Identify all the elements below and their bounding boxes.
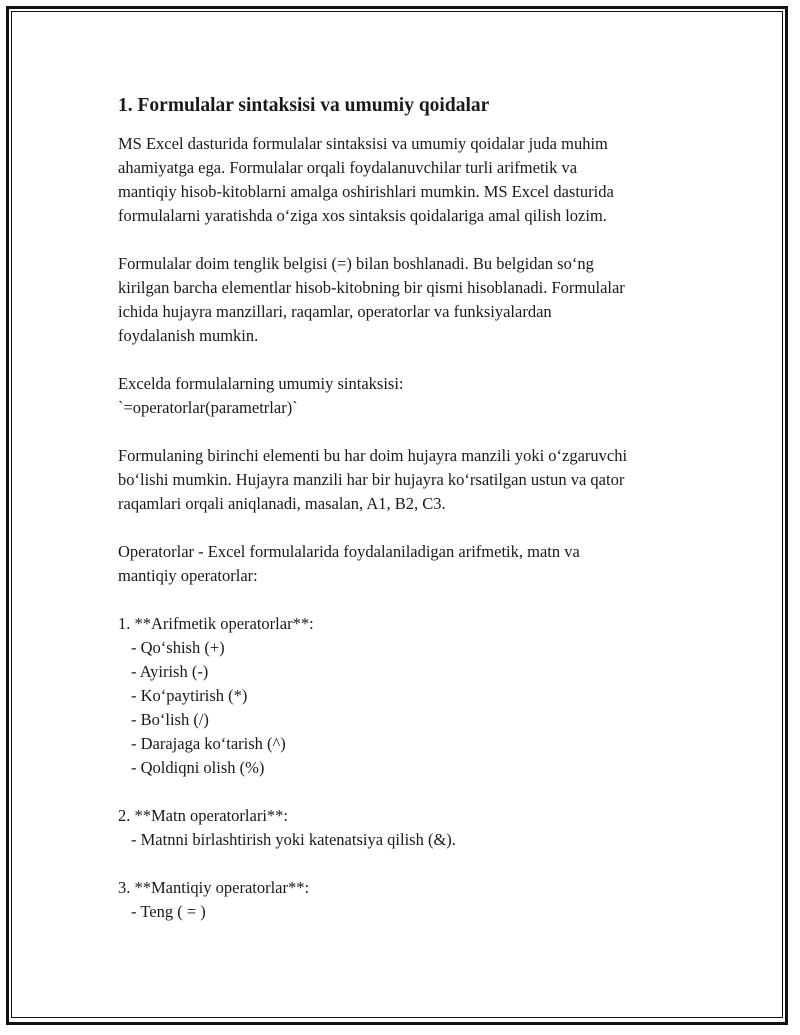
list-item: - Darajaga ko‘tarish (^) xyxy=(131,734,286,753)
paragraph-first-element xyxy=(118,444,718,516)
section-heading: 1. Formulalar sintaksisi va umumiy qoidalar xyxy=(118,95,490,116)
text-line: mantiqiy hisob-kitoblarni amalga oshirishlari mumkin. MS Excel dasturida xyxy=(118,182,614,201)
paragraph-syntax xyxy=(118,372,718,420)
list-title: 1. **Arifmetik operatorlar**: xyxy=(118,614,314,633)
text-line: Operatorlar - Excel formulalarida foydalaniladigan arifmetik, matn va xyxy=(118,542,580,561)
list-text-operators xyxy=(118,804,718,852)
paragraph-operators xyxy=(118,540,718,588)
list-item: - Qoldiqni olish (%) xyxy=(131,758,265,777)
list-item: - Teng ( = ) xyxy=(131,902,206,921)
list-item: - Ko‘paytirish (*) xyxy=(131,686,248,705)
text-line: mantiqiy operatorlar: xyxy=(118,566,258,585)
list-item: - Matnni birlashtirish yoki katenatsiya qilish (&). xyxy=(131,830,456,849)
paragraph-intro xyxy=(118,132,718,228)
document-body xyxy=(118,92,718,948)
list-item: - Ayirish (-) xyxy=(131,662,209,681)
list-title: 3. **Mantiqiy operatorlar**: xyxy=(118,878,310,897)
text-line: Formulaning birinchi elementi bu har doim hujayra manzili yoki o‘zgaruvchi xyxy=(118,446,628,465)
text-line: raqamlari orqali aniqlanadi, masalan, A1, B2, C3. xyxy=(118,494,446,513)
list-title: 2. **Matn operatorlari**: xyxy=(118,806,288,825)
text-line: ichida hujayra manzillari, raqamlar, operatorlar va funksiyalardan xyxy=(118,302,552,321)
list-logical-operators xyxy=(118,876,718,924)
list-item: - Qo‘shish (+) xyxy=(131,638,225,657)
list-arithmetic-operators xyxy=(118,612,718,780)
text-line: foydalanish mumkin. xyxy=(118,326,259,345)
text-line: MS Excel dasturida formulalar sintaksisi va umumiy qoidalar juda muhim xyxy=(118,134,608,153)
list-item: - Bo‘lish (/) xyxy=(131,710,209,729)
text-line: Formulalar doim tenglik belgisi (=) bilan boshlanadi. Bu belgidan so‘ng xyxy=(118,254,594,273)
text-line: kirilgan barcha elementlar hisob-kitobning bir qismi hisoblanadi. Formulalar xyxy=(118,278,625,297)
text-line: bo‘lishi mumkin. Hujayra manzili har bir hujayra ko‘rsatilgan ustun va qator xyxy=(118,470,625,489)
text-line: ahamiyatga ega. Formulalar orqali foydalanuvchilar turli arifmetik va xyxy=(118,158,578,177)
text-line: Excelda formulalarning umumiy sintaksisi: xyxy=(118,374,404,393)
syntax-example: `=operatorlar(parametrlar)` xyxy=(118,398,298,417)
text-line: formulalarni yaratishda o‘ziga xos sintaksis qoidalariga amal qilish lozim. xyxy=(118,206,607,225)
paragraph-equals-sign xyxy=(118,252,718,348)
